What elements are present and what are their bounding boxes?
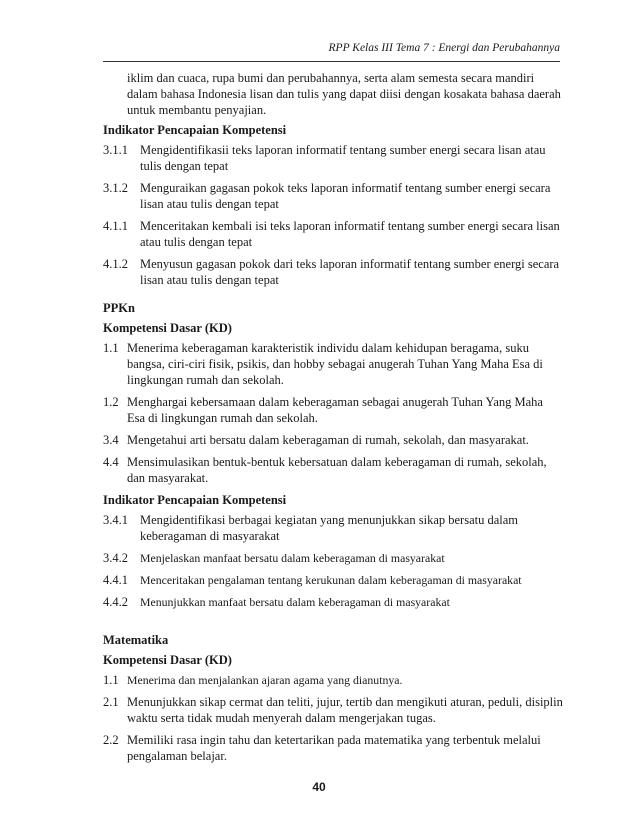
bahasa-indikator-list xyxy=(103,142,563,288)
ppkn-indikator-list xyxy=(103,512,563,610)
item-text: Menceritakan pengalaman tentang kerukunan dalam keberagaman di masyarakat xyxy=(140,573,522,587)
ppkn-kd-list xyxy=(103,340,563,486)
item-text: Menjelaskan manfaat bersatu dalam keberagaman di masyarakat xyxy=(140,551,445,565)
item-text: Mengidentifikasi berbagai kegiatan yang menunjukkan sikap bersatu dalam keberagaman di masyarakat xyxy=(140,513,519,543)
item-number: 3.4.2 xyxy=(103,551,128,565)
list-item xyxy=(103,694,563,726)
item-text: Menerima keberagaman karakteristik individu dalam kehidupan beragama, suku bangsa, ciri-ciri fisik, psikis, dan hobby sebagai anugerah Tuhan Yang Maha Esa di lingkungan rumah dan sekolah. xyxy=(127,341,543,387)
item-text: Mengetahui arti bersatu dalam keberagaman di rumah, sekolah, dan masyarakat. xyxy=(127,433,529,447)
ppkn-indikator-heading: Indikator Pencapaian Kompetensi xyxy=(103,493,287,507)
list-item xyxy=(103,454,563,486)
continued-paragraph: iklim dan cuaca, rupa bumi dan perubahannya, serta alam semesta secara mandiri dalam bahasa Indonesia lisan dan tulis yang dapat diisi dengan kosakata bahasa daerah untuk membantu penyajian. xyxy=(127,71,561,117)
item-text: Menceritakan kembali isi teks laporan informatif tentang sumber energi secara lisan atau tulis dengan tepat xyxy=(140,219,560,249)
page-content xyxy=(103,70,563,770)
item-text: Memiliki rasa ingin tahu dan ketertarikan pada matematika yang terbentuk melalui pengalaman belajar. xyxy=(127,733,541,763)
item-text: Mengidentifikasii teks laporan informatif tentang sumber energi secara lisan atau tulis dengan tepat xyxy=(140,143,546,173)
item-text: Menerima dan menjalankan ajaran agama yang dianutnya. xyxy=(127,673,403,687)
page-number: 40 xyxy=(312,780,326,794)
matematika-subject-heading: Matematika xyxy=(103,633,169,647)
list-item xyxy=(103,180,563,212)
running-header: RPP Kelas III Tema 7 : Energi dan Perubahannya xyxy=(328,42,560,54)
list-item xyxy=(103,572,563,588)
item-text: Menguraikan gagasan pokok teks laporan informatif tentang sumber energi secara lisan atau tulis dengan tepat xyxy=(140,181,551,211)
header-rule xyxy=(103,61,560,62)
list-item xyxy=(103,432,563,448)
ppkn-subject-heading: PPKn xyxy=(103,301,135,315)
list-item xyxy=(103,732,563,764)
item-text: Menyusun gagasan pokok dari teks laporan informatif tentang sumber energi secara lisan atau tulis dengan tepat xyxy=(140,257,560,287)
list-item xyxy=(103,218,563,250)
item-number: 4.4 xyxy=(103,455,119,469)
matematika-kd-list xyxy=(103,672,563,764)
item-number: 3.1.2 xyxy=(103,181,128,195)
item-text: Menunjukkan manfaat bersatu dalam keberagaman di masyarakat xyxy=(140,595,450,609)
item-number: 4.4.2 xyxy=(103,595,128,609)
list-item xyxy=(103,142,563,174)
item-number: 3.4 xyxy=(103,433,119,447)
list-item xyxy=(103,394,563,426)
list-item xyxy=(103,672,563,688)
item-number: 4.1.2 xyxy=(103,257,128,271)
list-item xyxy=(103,594,563,610)
item-text: Mensimulasikan bentuk-bentuk kebersatuan dalam keberagaman di rumah, sekolah, dan masyarakat. xyxy=(127,455,547,485)
list-item xyxy=(103,256,563,288)
item-number: 3.4.1 xyxy=(103,513,128,527)
item-number: 2.2 xyxy=(103,733,119,747)
ppkn-kd-heading: Kompetensi Dasar (KD) xyxy=(103,321,232,335)
item-number: 3.1.1 xyxy=(103,143,128,157)
item-number: 2.1 xyxy=(103,695,119,709)
item-number: 1.1 xyxy=(103,341,119,355)
matematika-kd-heading: Kompetensi Dasar (KD) xyxy=(103,653,232,667)
item-text: Menghargai kebersamaan dalam keberagaman sebagai anugerah Tuhan Yang Maha Esa di lingkungan rumah dan sekolah. xyxy=(127,395,543,425)
item-number: 1.1 xyxy=(103,673,119,687)
item-number: 4.4.1 xyxy=(103,573,128,587)
list-item xyxy=(103,340,563,388)
list-item xyxy=(103,512,563,544)
item-number: 4.1.1 xyxy=(103,219,128,233)
bahasa-indikator-heading: Indikator Pencapaian Kompetensi xyxy=(103,123,287,137)
item-number: 1.2 xyxy=(103,395,119,409)
list-item xyxy=(103,550,563,566)
item-text: Menunjukkan sikap cermat dan teliti, jujur, tertib dan mengikuti aturan, peduli, disiplin waktu serta tidak mudah menyerah dalam mengerjakan tugas. xyxy=(127,695,563,725)
